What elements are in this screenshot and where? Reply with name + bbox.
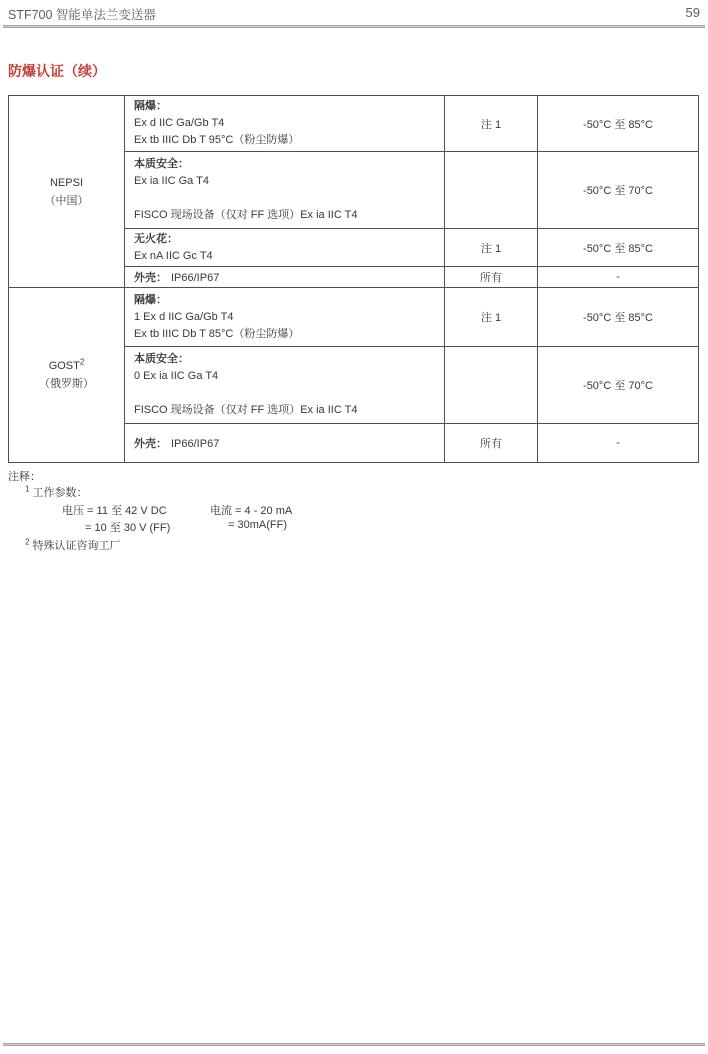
cert-heading: 本质安全：: [134, 158, 189, 170]
param-current-line1: 电流 = 4 - 20 mA: [210, 505, 293, 517]
cert-heading: 隔爆：: [134, 100, 167, 112]
cert-heading: 外壳：: [134, 272, 167, 284]
param-current-line2: = 30mA(FF): [228, 519, 287, 531]
header-rule: [3, 25, 705, 28]
cert-line-spacer: [134, 190, 438, 207]
certification-table: [8, 95, 699, 463]
page-number: 59: [685, 5, 700, 20]
agency-cell-nepsi: [9, 96, 125, 288]
agency-superscript: 2: [79, 357, 85, 367]
agency-cell-gost: [9, 288, 125, 463]
page-header: [8, 5, 700, 23]
table-row: [9, 96, 699, 152]
cert-desc-cell: [125, 152, 445, 229]
cert-desc-cell: [125, 288, 445, 347]
footnote-2-marker: 2: [25, 537, 30, 547]
cert-line-spacer: [134, 385, 438, 402]
footnote-2: [25, 537, 121, 553]
temp-cell: -50°C 至 70°C: [538, 347, 699, 424]
param-voltage-line2: = 10 至 30 V (FF): [85, 522, 171, 534]
agency-name: [9, 357, 124, 375]
footnote-1-marker: 1: [25, 484, 30, 494]
note-cell: [445, 152, 538, 229]
footnotes: [8, 463, 700, 563]
note-cell: 注 1: [445, 96, 538, 152]
cert-line: 0 Ex ia IIC Ga T4: [134, 370, 219, 382]
temp-cell: -50°C 至 85°C: [538, 96, 699, 152]
cert-desc-cell: [125, 229, 445, 267]
agency-name-text: GOST: [48, 360, 80, 372]
section-title: 防爆认证（续）: [8, 63, 106, 79]
cert-line: FISCO 现场设备（仅对 FF 选项）Ex ia IIC T4: [134, 404, 358, 416]
note-cell: 注 1: [445, 229, 538, 267]
cert-heading: 外壳：: [134, 438, 167, 450]
note-cell: [445, 347, 538, 424]
table-row: [9, 288, 699, 347]
temp-cell: -50°C 至 85°C: [538, 288, 699, 347]
footnote-2-text: 特殊认证咨询工厂: [32, 540, 121, 552]
note-cell: 所有: [445, 424, 538, 463]
cert-heading: 隔爆：: [134, 293, 167, 306]
cert-heading: 本质安全：: [134, 353, 189, 365]
footnote-1: [25, 484, 88, 500]
note-cell: 注 1: [445, 288, 538, 347]
cert-desc-cell: [125, 96, 445, 152]
cert-desc-cell: [125, 267, 445, 288]
cert-heading: 无火花：: [134, 232, 178, 245]
footnote-1-text: 工作参数：: [32, 487, 88, 499]
agency-name: [9, 174, 124, 192]
temp-cell: -50°C 至 85°C: [538, 229, 699, 267]
param-voltage-line1: 电压 = 11 至 42 V DC: [62, 505, 167, 517]
cert-line: 1 Ex d IIC Ga/Gb T4: [134, 310, 234, 323]
note-cell: 所有: [445, 267, 538, 288]
temp-cell: -: [538, 267, 699, 288]
temp-cell: -50°C 至 70°C: [538, 152, 699, 229]
temp-cell: -: [538, 424, 699, 463]
cert-line: Ex nA IIC Gc T4: [134, 249, 213, 262]
cert-desc-cell: [125, 424, 445, 463]
cert-inline-value: IP66/IP67: [171, 272, 220, 284]
cert-line: Ex tb IIIC Db T 95°C（粉尘防爆）: [134, 134, 300, 146]
cert-line: Ex ia IIC Ga T4: [134, 175, 209, 187]
cert-line: Ex tb IIIC Db T 85°C（粉尘防爆）: [134, 327, 300, 340]
cert-desc-cell: [125, 347, 445, 424]
agency-name-text: NEPSI: [49, 176, 83, 189]
doc-title: STF700 智能单法兰变送器: [8, 8, 156, 22]
footer-rule: [3, 1043, 705, 1046]
cert-line: FISCO 现场设备（仅对 FF 选项）Ex ia IIC T4: [134, 209, 358, 221]
notes-label: 注释：: [8, 471, 41, 483]
cert-inline-value: IP66/IP67: [171, 438, 220, 450]
agency-region: （俄罗斯）: [39, 378, 94, 390]
agency-region: （中国）: [44, 194, 89, 207]
cert-line: Ex d IIC Ga/Gb T4: [134, 117, 225, 129]
